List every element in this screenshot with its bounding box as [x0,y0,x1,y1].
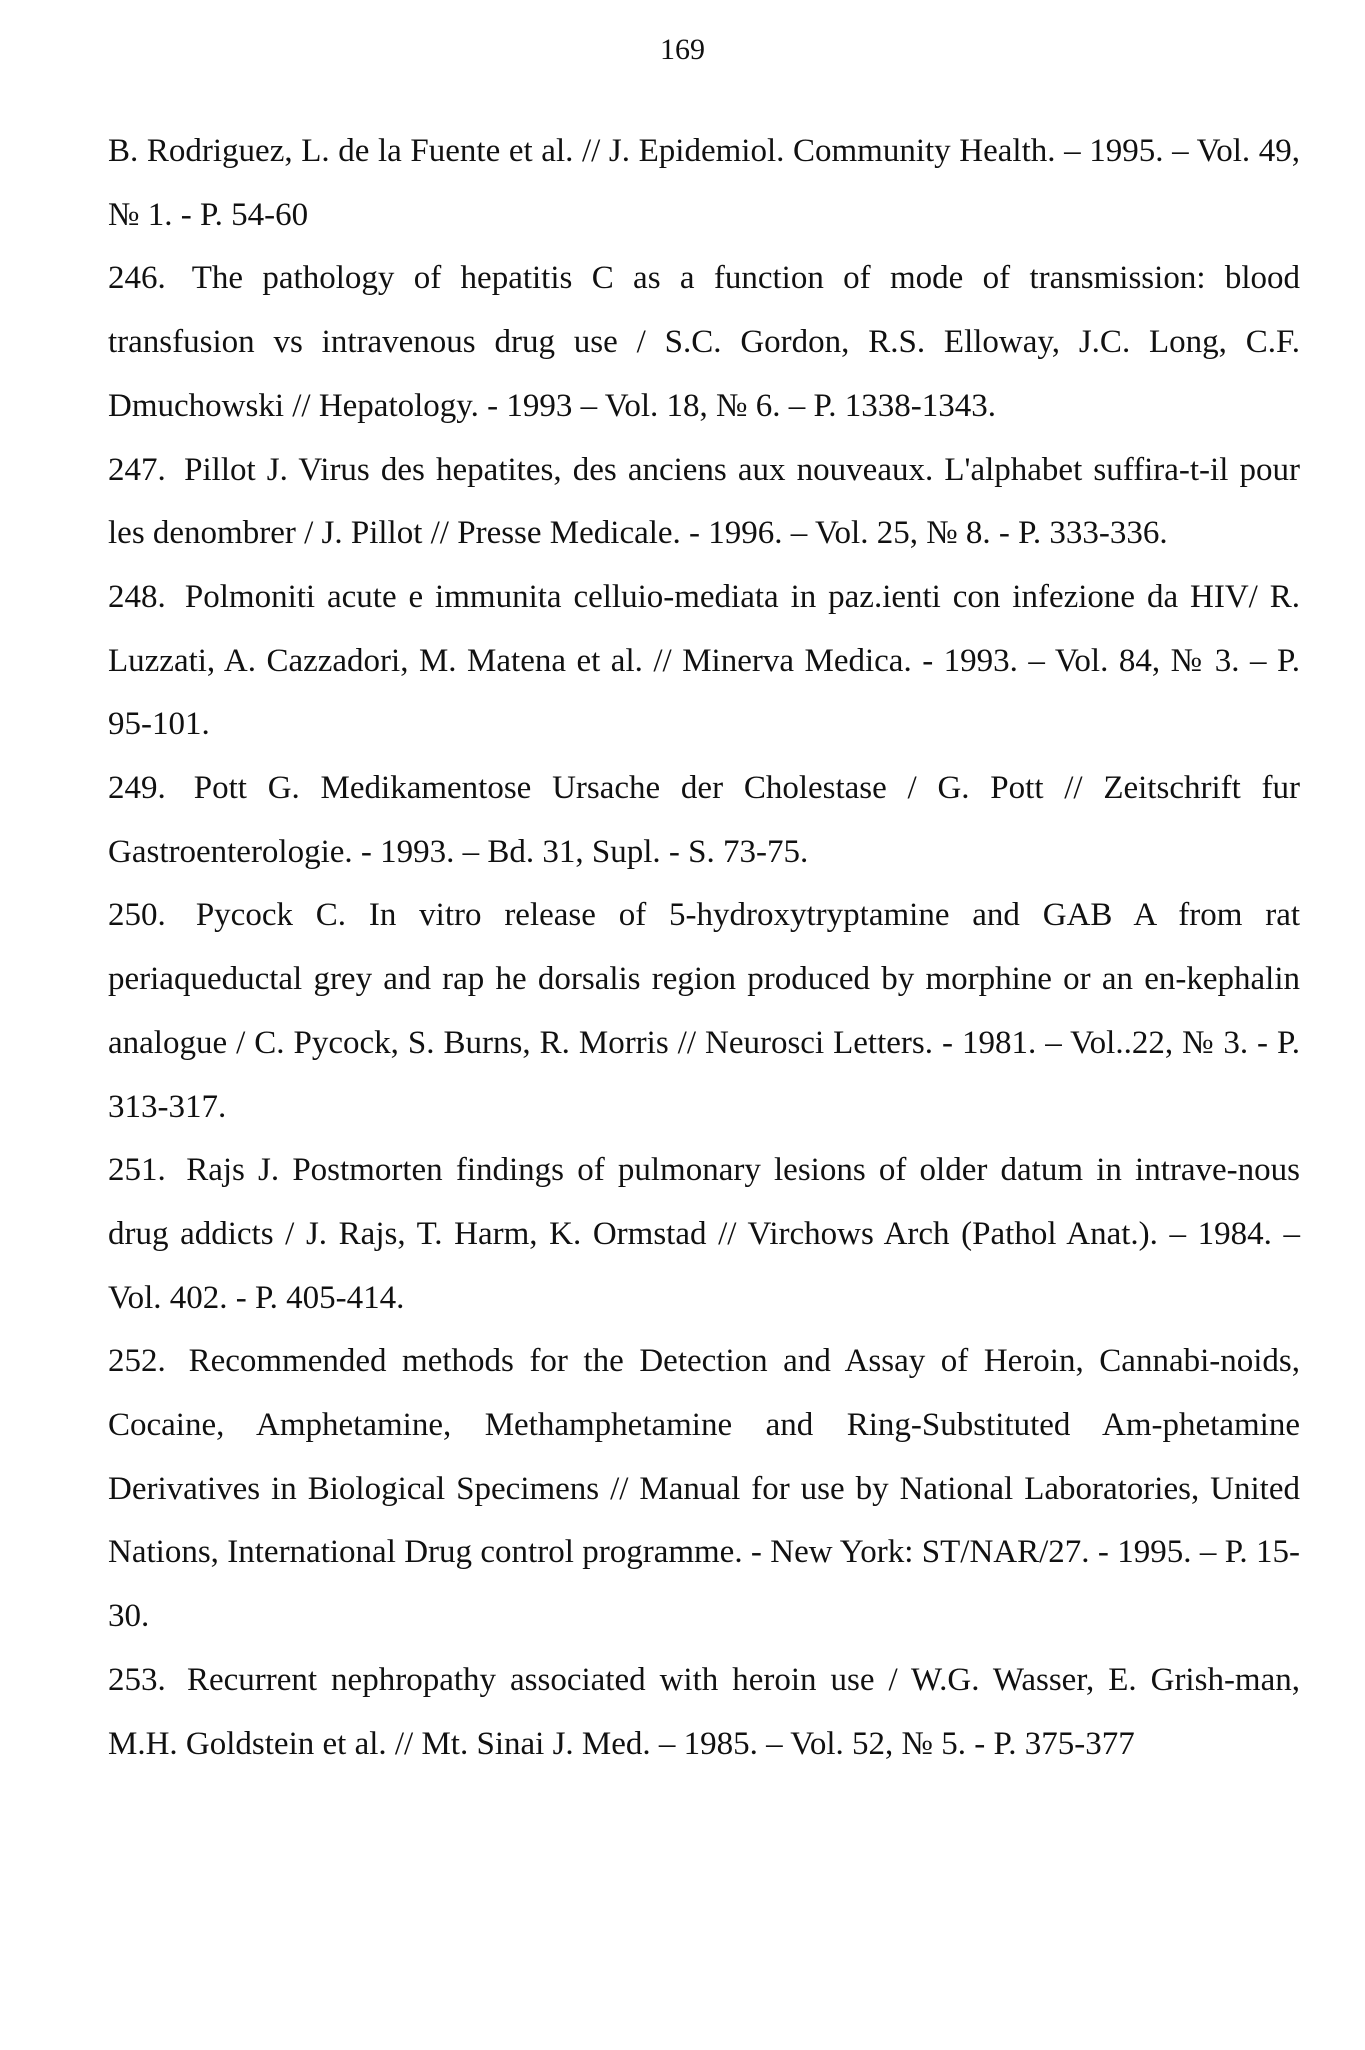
reference-text: Pycock C. In vitro release of 5-hydroxytryptamine and GAB A from rat periaqueductal grey and rap he dorsalis region produced by morphine or an en-kephalin analogue / C. Pycock, S. Burns, R. Morris // Neurosci Letters. - 1981. – Vol..22, № 3. - P. 313-317. [108,897,1301,1125]
reference-number: 250. [108,897,166,934]
reference-number: 251. [108,1152,166,1189]
reference-number: 247. [108,451,166,488]
reference-continuation [108,120,1300,247]
reference-number: 248. [108,578,166,615]
reference-246 [108,247,1300,438]
reference-number: 253. [108,1661,166,1698]
reference-248 [108,566,1300,757]
page-number: 169 [660,33,705,66]
reference-253 [108,1649,1300,1776]
reference-text: Recommended methods for the Detection and Assay of Heroin, Cannabi-noids, Cocaine, Amphetamine, Methamphetamine and Ring-Substituted Am-phetamine Derivatives in Biological Specimens // Manual for use by National Laboratories, United Nations, International Drug control programme. - New York: ST/NAR/27. - 1995. – P. 15-30. [108,1343,1301,1635]
reference-number: 249. [108,770,166,807]
reference-text: Pott G. Medikamentose Ursache der Cholestase / G. Pott // Zeitschrift fur Gastroenterologie. - 1993. – Bd. 31, Supl. - S. 73-75. [108,770,1301,870]
reference-247 [108,439,1300,566]
reference-list [108,120,1300,1776]
reference-252 [108,1330,1300,1649]
reference-text: Recurrent nephropathy associated with heroin use / W.G. Wasser, E. Grish-man, M.H. Goldstein et al. // Mt. Sinai J. Med. – 1985. – Vol. 52, № 5. - P. 375-377 [108,1661,1300,1762]
reference-text: The pathology of hepatitis C as a function of mode of transmission: blood transfusion vs intravenous drug use / S.C. Gordon, R.S. Elloway, J.C. Long, C.F. Dmuchowski // Hepatology. - 1993 – Vol. 18, № 6. – P. 1338-1343. [108,260,1300,424]
reference-text: Rajs J. Postmorten findings of pulmonary lesions of older datum in intrave-nous drug addicts / J. Rajs, T. Harm, K. Ormstad // Virchows Arch (Pathol Anat.). – 1984. – Vol. 402. - P. 405-414. [108,1152,1301,1316]
reference-249 [108,757,1300,884]
reference-text: Pillot J. Virus des hepatites, des anciens aux nouveaux. L'alphabet suffira-t-il pour les denombrer / J. Pillot // Presse Medicale. - 1996. – Vol. 25, № 8. - P. 333-336. [108,451,1301,552]
reference-text: Polmoniti acute e immunita celluio-mediata in paz.ienti con infezione da HIV/ R. Luzzati, A. Cazzadori, M. Matena et al. // Minerva Medica. - 1993. – Vol. 84, № 3. – P. 95-101. [108,578,1301,743]
reference-251 [108,1139,1300,1330]
reference-250 [108,884,1300,1139]
reference-number: 252. [108,1343,166,1380]
reference-text: B. Rodriguez, L. de la Fuente et al. // J. Epidemiol. Community Health. – 1995. – Vol. 49, № 1. - P. 54-60 [108,133,1300,233]
reference-number: 246. [108,260,166,297]
